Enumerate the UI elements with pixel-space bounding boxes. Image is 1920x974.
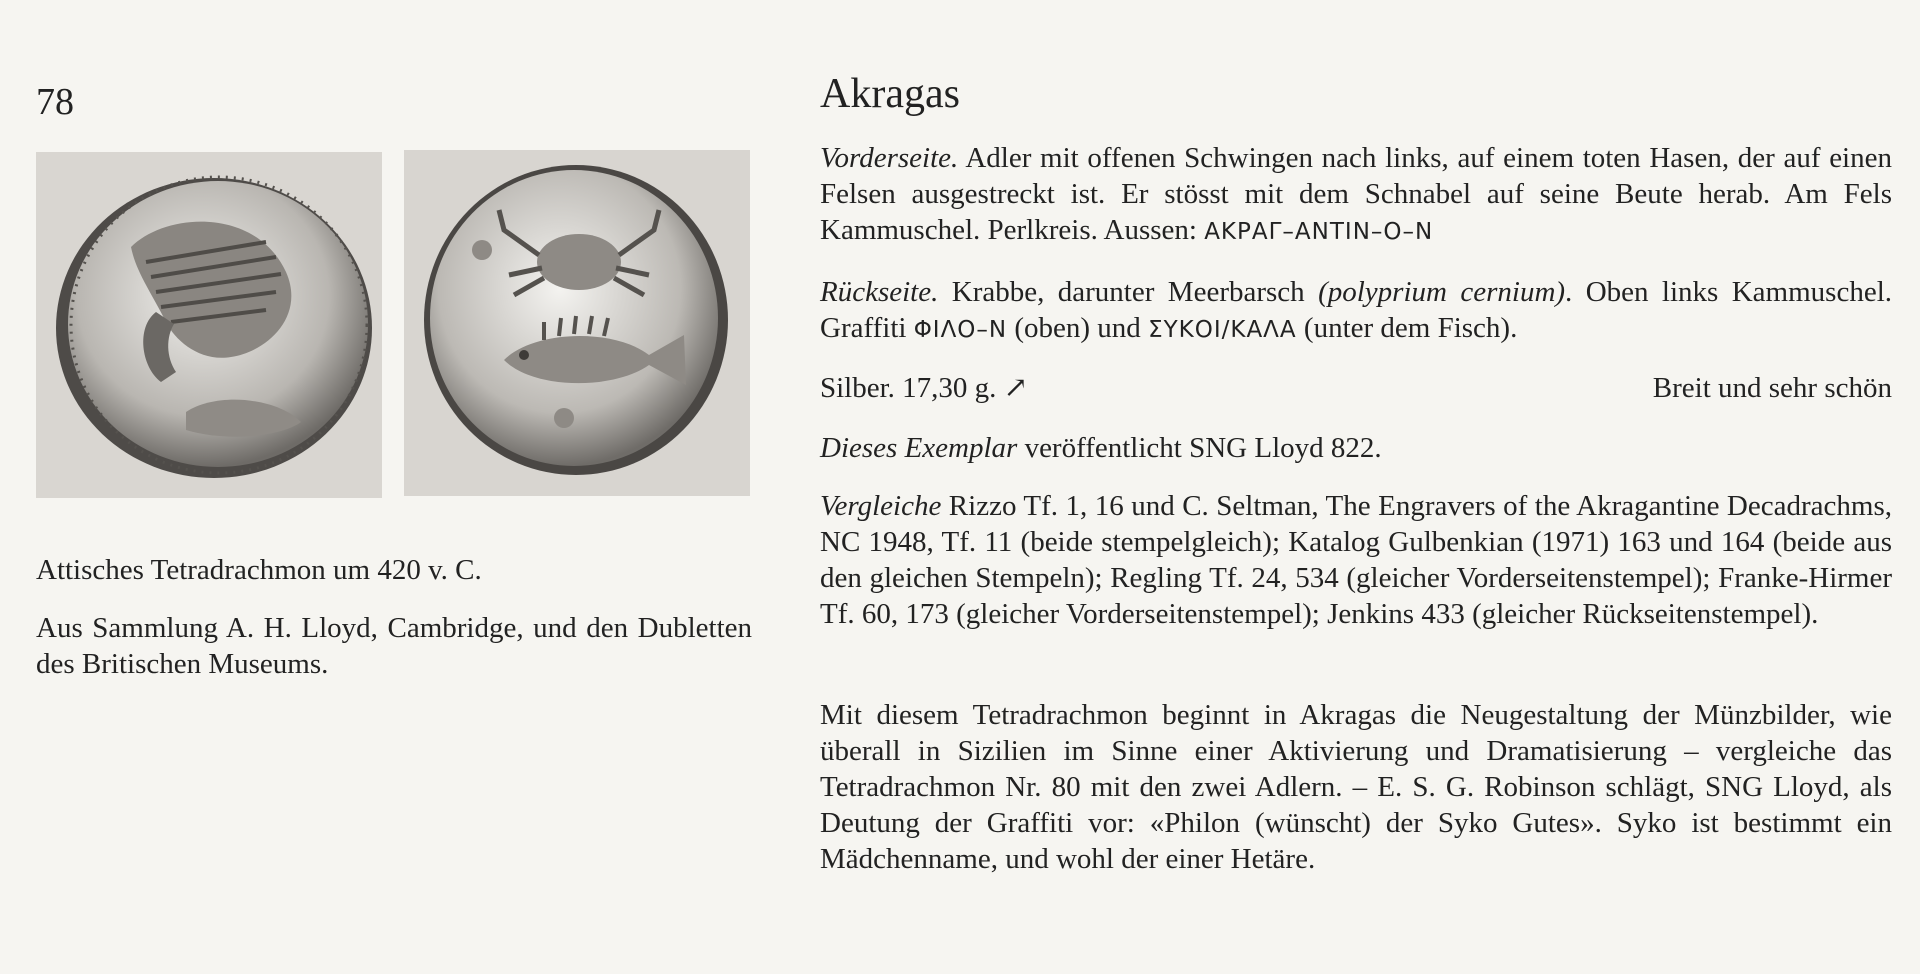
metal-weight-grade-row xyxy=(820,370,1892,406)
coin-obverse-image xyxy=(36,152,382,498)
comparison-text: Rizzo Tf. 1, 16 und C. Seltman, The Engravers of the Akragantine Decadrachms, NC 1948, Tf. 11 (beide stempelgleich); Katalog Gulbenkian (1971) 163 und 164 (beide aus den gleichen Stempeln); Regling Tf. 24, 534 (gleicher Vorderseitenstempel); Franke-Hirmer Tf. 60, 173 (gleicher Vorderseitenstempel); Jenkins 433 (gleicher Rückseitenstempel). xyxy=(820,490,1892,630)
coin-reverse-image xyxy=(404,150,750,496)
publication-text: veröffentlicht SNG Lloyd 822. xyxy=(1017,432,1382,464)
graffito-upper: ΦΙΛΟ–Ν xyxy=(913,317,1008,343)
publication-note xyxy=(820,430,1892,466)
eagle-coin-icon xyxy=(36,152,382,498)
page-number: 78 xyxy=(36,81,74,123)
comparison-references xyxy=(820,488,1892,632)
fish-species: (polyprium cernium) xyxy=(1318,276,1566,308)
reverse-text-d: (unter dem Fisch). xyxy=(1296,312,1518,344)
reverse-description xyxy=(820,274,1892,348)
coin-caption: Attisches Tetradrachmon um 420 v. C. xyxy=(36,554,482,586)
grade: Breit und sehr schön xyxy=(1652,372,1892,404)
entry-title: Akragas xyxy=(820,71,960,117)
commentary-text: Mit diesem Tetradrachmon beginnt in Akragas die Neugestaltung der Münzbilder, wie überall in Sizilien im Sinne einer Aktivierung und Dramatisierung – vergleiche das Tetradrachmon Nr. 80 mit den zwei Adlern. – E. S. G. Robinson schlägt, SNG Lloyd, als Deutung der Graffiti vor: «Philon (wünscht) der Syko Gutes». Syko ist bestimmt ein Mädchenname, und wohl der einer Hetäre. xyxy=(820,699,1892,875)
publication-label: Dieses Exemplar xyxy=(820,432,1018,464)
provenance-caption: Aus Sammlung A. H. Lloyd, Cambridge, und den Dubletten des Britischen Museums. xyxy=(36,612,752,680)
comparison-label: Vergleiche xyxy=(820,490,942,522)
obverse-legend: ΑΚΡΑΓ–ΑΝΤΙΝ–Ο–Ν xyxy=(1204,219,1434,245)
reverse-text-a: Krabbe, darunter Meerbarsch xyxy=(938,276,1319,308)
obverse-description xyxy=(820,140,1892,250)
reverse-text-c: (oben) und xyxy=(1007,312,1149,344)
reverse-text-b: . Oben links Kammuschel. Graffiti xyxy=(820,276,1892,344)
crab-fish-coin-icon xyxy=(404,150,750,496)
graffito-lower: ΣΥΚΟΙ/ΚΑΛΑ xyxy=(1148,317,1297,343)
commentary xyxy=(820,697,1892,877)
obverse-text: Adler mit offenen Schwingen nach links, auf einem toten Hasen, der auf einen Felsen ausgestreckt ist. Er stösst mit dem Schnabel auf seine Beute herab. Am Fels Kammuschel. Perlkreis. Aussen: xyxy=(820,142,1892,246)
reverse-label: Rückseite. xyxy=(820,276,939,308)
metal-weight: Silber. 17,30 g. ↗ xyxy=(820,372,1028,404)
obverse-label: Vorderseite. xyxy=(820,142,959,174)
